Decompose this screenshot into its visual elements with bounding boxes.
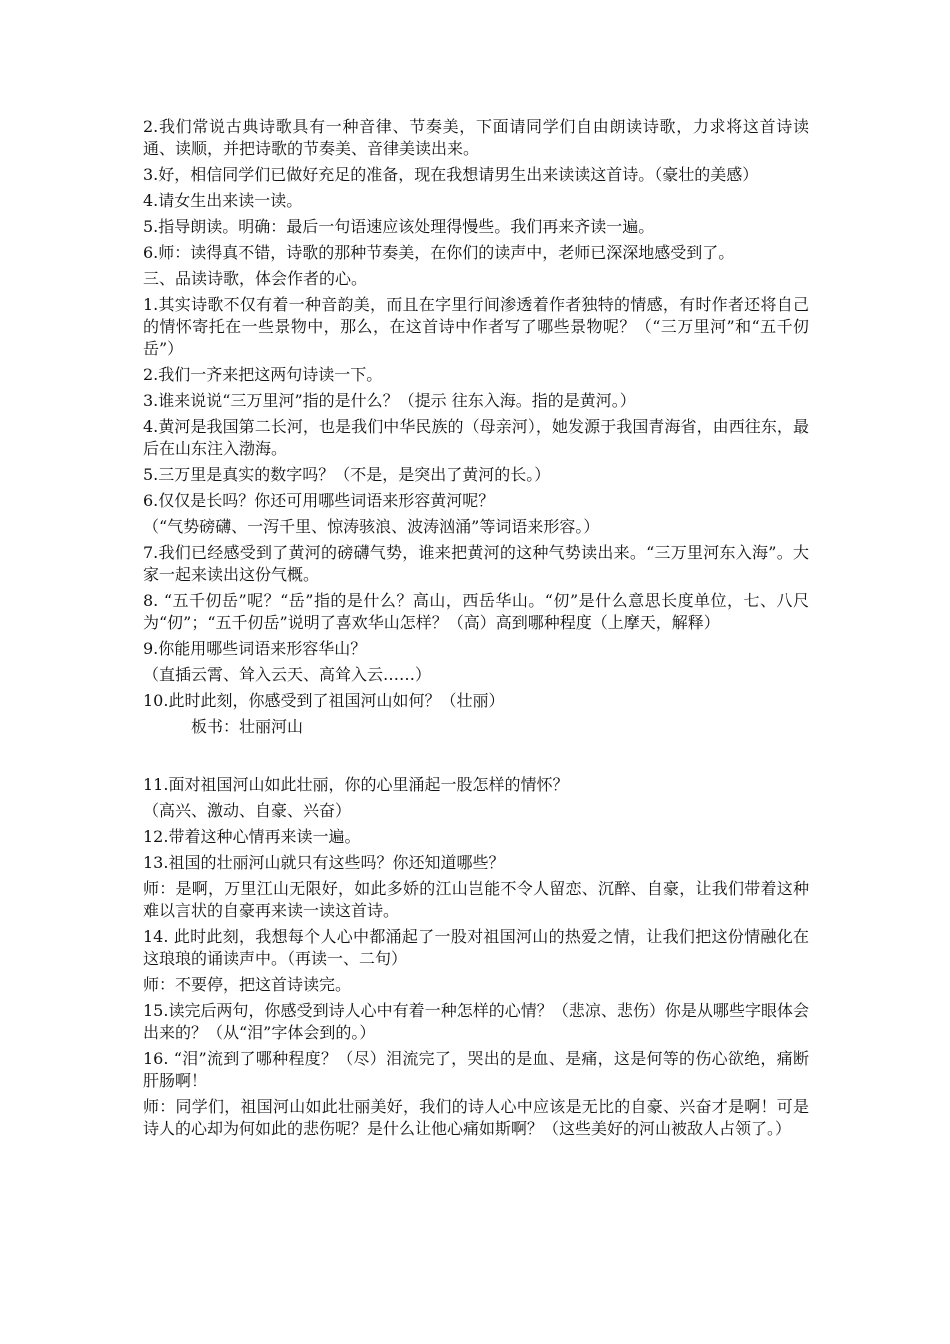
document-page <box>143 116 809 1144</box>
paragraph: 4.黄河是我国第二长河，也是我们中华民族的（母亲河），她发源于我国青海省，由西往东，最后在山东注入渤海。 <box>143 417 809 458</box>
paragraph: 师：是啊，万里江山无限好，如此多娇的江山岂能不令人留恋、沉醉、自豪，让我们带着这种难以言状的自豪再来读一读这首诗。 <box>143 879 809 920</box>
paragraph: 3.谁来说说“三万里河”指的是什么？（提示 往东入海。指的是黄河。） <box>143 391 636 410</box>
paragraph: 10.此时此刻，你感受到了祖国河山如何？（壮丽） <box>143 691 505 710</box>
paragraph: （高兴、激动、自豪、兴奋） <box>143 801 352 820</box>
paragraph: 师：不要停，把这首诗读完。 <box>143 975 352 994</box>
paragraph: 5.指导朗读。明确：最后一句语速应该处理得慢些。我们再来齐读一遍。 <box>143 217 655 236</box>
paragraph: 师：同学们，祖国河山如此壮丽美好，我们的诗人心中应该是无比的自豪、兴奋才是啊！可是诗人的心却为何如此的悲伤呢？是什么让他心痛如斯啊？（这些美好的河山被敌人占领了。） <box>143 1097 809 1138</box>
paragraph: 5.三万里是真实的数字吗？（不是，是突出了黄河的长。） <box>143 465 551 484</box>
paragraph: 15.读完后两句，你感受到诗人心中有着一种怎样的心情？（悲凉、悲伤）你是从哪些字眼体会出来的？（从“泪”字体会到的。） <box>143 1001 809 1042</box>
paragraph: （“气势磅礴、一泻千里、惊涛骇浪、波涛汹涌”等词语来形容。） <box>143 517 600 536</box>
board-note: 板书：壮丽河山 <box>191 717 304 736</box>
paragraph: 6.仅仅是长吗？你还可用哪些词语来形容黄河呢？ <box>143 491 495 510</box>
blank-line <box>143 742 809 774</box>
paragraph: 14. 此时此刻，我想每个人心中都涌起了一股对祖国河山的热爱之情，让我们把这份情融化在这琅琅的诵读声中。（再读一、二句） <box>143 927 809 968</box>
paragraph: 9.你能用哪些词语来形容华山？ <box>143 639 367 658</box>
section-heading: 三、品读诗歌，体会作者的心。 <box>143 269 368 288</box>
paragraph: 6.师：读得真不错，诗歌的那种节奏美，在你们的读声中，老师已深深地感受到了。 <box>143 243 735 262</box>
paragraph: 13.祖国的壮丽河山就只有这些吗？你还知道哪些？ <box>143 853 505 872</box>
paragraph: 8. “五千仞岳”呢？“岳”指的是什么？高山，西岳华山。“仞”是什么意思长度单位，七、八尺为“仞”；“五千仞岳”说明了喜欢华山怎样？（高）高到哪种程度（上摩天，解释） <box>143 591 809 632</box>
paragraph: 3.好，相信同学们已做好充足的准备，现在我想请男生出来读读这首诗。（豪壮的美感） <box>143 165 759 184</box>
paragraph: 2.我们常说古典诗歌具有一种音律、节奏美，下面请同学们自由朗读诗歌，力求将这首诗读通、读顺，并把诗歌的节奏美、音律美读出来。 <box>143 117 809 158</box>
paragraph: 2.我们一齐来把这两句诗读一下。 <box>143 365 383 384</box>
paragraph: 16. “泪”流到了哪种程度？（尽）泪流完了，哭出的是血、是痛，这是何等的伤心欲绝，痛断肝肠啊！ <box>143 1049 809 1090</box>
paragraph: 4.请女生出来读一读。 <box>143 191 303 210</box>
paragraph: 7.我们已经感受到了黄河的磅礴气势，谁来把黄河的这种气势读出来。“三万里河东入海”。大家一起来读出这份气概。 <box>143 543 809 584</box>
paragraph: （直插云霄、耸入云天、高耸入云……） <box>143 665 432 684</box>
paragraph: 12.带着这种心情再来读一遍。 <box>143 827 361 846</box>
paragraph: 11.面对祖国河山如此壮丽，你的心里涌起一股怎样的情怀？ <box>143 775 569 794</box>
paragraph: 1.其实诗歌不仅有着一种音韵美，而且在字里行间渗透着作者独特的情感，有时作者还将自己的情怀寄托在一些景物中，那么，在这首诗中作者写了哪些景物呢？（“三万里河”和“五千仞岳”） <box>143 295 809 358</box>
